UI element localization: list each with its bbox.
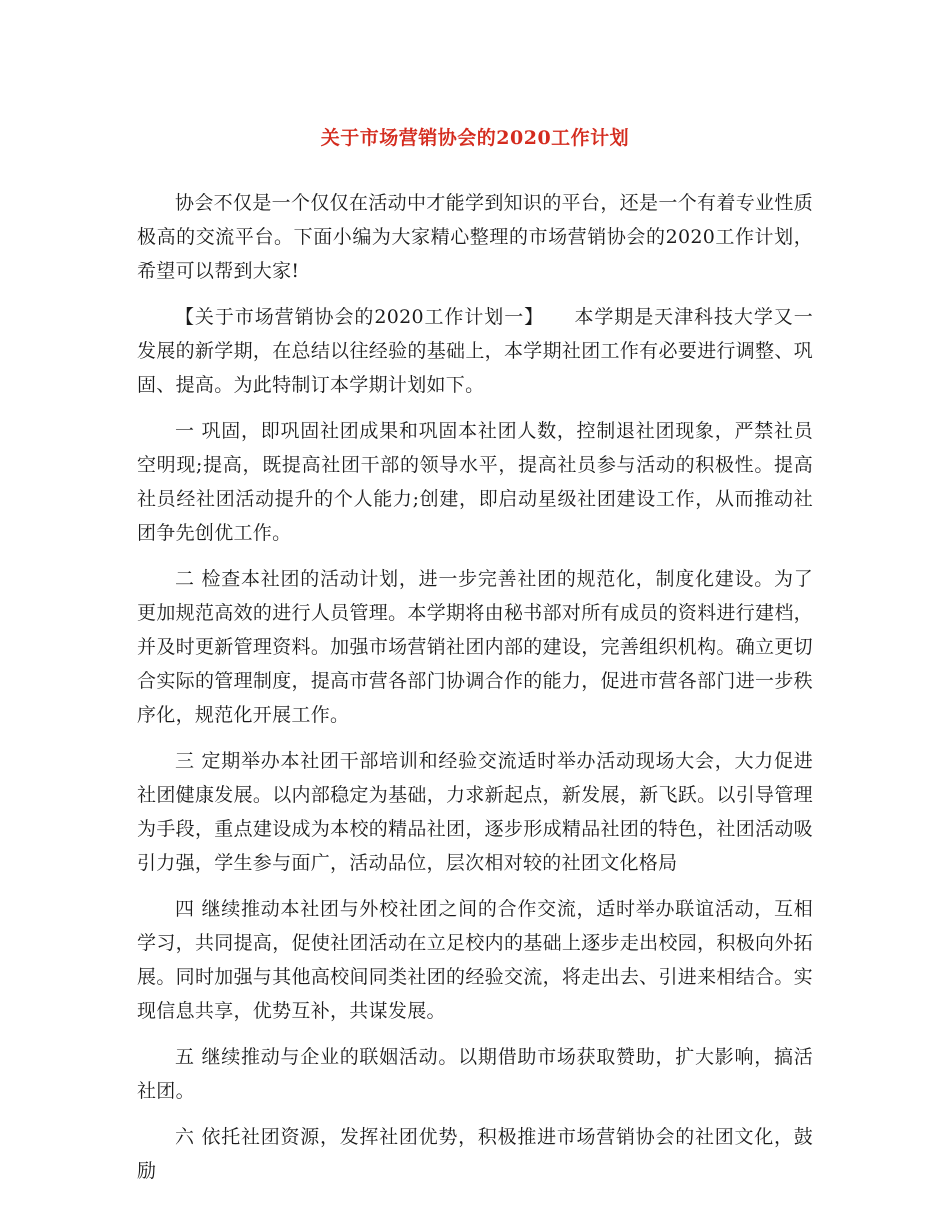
paragraph-plan-one-heading: 【关于市场营销协会的2020工作计划一】 本学期是天津科技大学又一发展的新学期，在总结以往经验的基础上，本学期社团工作有必要进行调整、巩固、提高。为此特制订本学期计划如下。 <box>137 306 813 396</box>
paragraph-item-four: 四 继续推动本社团与外校社团之间的合作交流，适时举办联谊活动，互相学习，共同提高，促使社团活动在立足校内的基础上逐步走出校园，积极向外拓展。同时加强与其他高校间同类社团的经验交流，将走出去、引进来相结合。实现信息共享，优势互补，共谋发展。 <box>137 898 813 1022</box>
paragraph-intro: 协会不仅是一个仅仅在活动中才能学到知识的平台，还是一个有着专业性质极高的交流平台。下面小编为大家精心整理的市场营销协会的2020工作计划，希望可以帮到大家! <box>137 192 813 282</box>
paragraph-item-one: 一 巩固，即巩固社团成果和巩固本社团人数，控制退社团现象，严禁社员空明现;提高，既提高社团干部的领导水平，提高社员参与活动的积极性。提高社员经社团活动提升的个人能力;创建，即启动星级社团建设工作，从而推动社团争先创优工作。 <box>137 420 813 544</box>
document-title: 关于市场营销协会的2020工作计划 <box>320 127 630 149</box>
paragraph-item-three: 三 定期举办本社团干部培训和经验交流适时举办活动现场大会，大力促进社团健康发展。以内部稳定为基础，力求新起点，新发展，新飞跃。以引导管理为手段，重点建设成为本校的精品社团，逐步形成精品社团的特色，社团活动吸引力强，学生参与面广，活动品位，层次相对较的社团文化格局 <box>137 750 813 874</box>
paragraph-item-two: 二 检查本社团的活动计划，进一步完善社团的规范化，制度化建设。为了更加规范高效的进行人员管理。本学期将由秘书部对所有成员的资料进行建档，并及时更新管理资料。加强市场营销社团内部的建设，完善组织机构。确立更切合实际的管理制度，提高市营各部门协调合作的能力，促进市营各部门进一步秩序化，规范化开展工作。 <box>137 568 813 726</box>
paragraph-item-five: 五 继续推动与企业的联姻活动。以期借助市场获取赞助，扩大影响，搞活社团。 <box>137 1046 813 1102</box>
paragraph-item-six: 六 依托社团资源，发挥社团优势，积极推进市场营销协会的社团文化，鼓励 <box>137 1126 813 1182</box>
document-body <box>137 186 813 1200</box>
